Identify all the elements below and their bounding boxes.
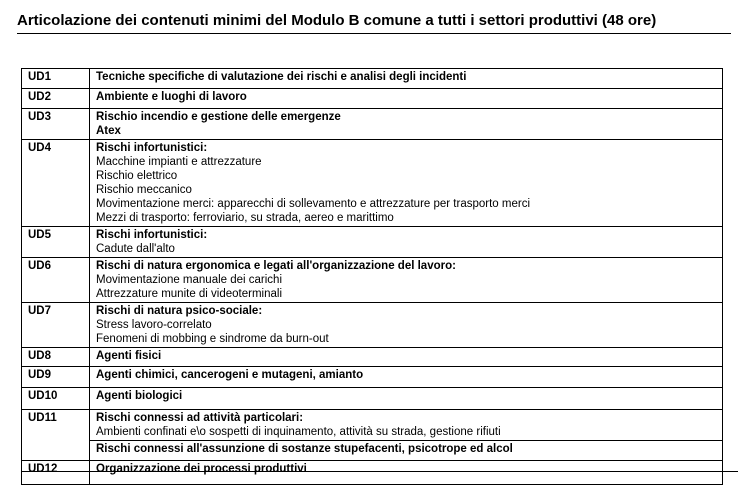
table-row <box>22 388 723 410</box>
contents-table <box>21 68 723 485</box>
unit-content <box>90 69 723 89</box>
table-row <box>22 441 723 461</box>
unit-content <box>90 441 723 461</box>
unit-subheading: Rischi connessi all'assunzione di sostanze stupefacenti, psicotrope ed alcol <box>96 443 513 455</box>
unit-code: UD9 <box>22 367 90 388</box>
unit-code: UD2 <box>22 89 90 109</box>
unit-heading-2: Atex <box>96 125 121 137</box>
unit-heading: Rischi di natura psico-sociale: <box>96 305 263 317</box>
unit-code: UD3 <box>22 109 90 140</box>
unit-code: UD6 <box>22 258 90 303</box>
unit-item: Fenomeni di mobbing e sindrome da burn-out <box>96 333 329 345</box>
table-row <box>22 348 723 367</box>
unit-content <box>90 348 723 367</box>
table-row <box>22 258 723 303</box>
unit-item: Rischio meccanico <box>96 184 192 196</box>
unit-item: Attrezzature munite di videoterminali <box>96 288 282 300</box>
unit-content <box>90 367 723 388</box>
table-row <box>22 69 723 89</box>
unit-content <box>90 140 723 227</box>
unit-heading: Rischi di natura ergonomica e legati all'organizzazione del lavoro: <box>96 260 456 272</box>
unit-heading: Agenti biologici <box>96 390 183 402</box>
table-row <box>22 109 723 140</box>
unit-content <box>90 89 723 109</box>
unit-heading: Tecniche specifiche di valutazione dei rischi e analisi degli incidenti <box>96 71 467 83</box>
unit-item: Rischio elettrico <box>96 170 178 182</box>
unit-item: Mezzi di trasporto: ferroviario, su strada, aereo e marittimo <box>96 212 394 224</box>
title-underline <box>17 33 731 34</box>
unit-code: UD5 <box>22 227 90 258</box>
unit-item: Movimentazione merci: apparecchi di sollevamento e attrezzature per trasporto merci <box>96 198 530 210</box>
document-title: Articolazione dei contenuti minimi del Modulo B comune a tutti i settori produttivi (48 ore) <box>17 12 657 29</box>
table-row <box>22 303 723 348</box>
unit-code: UD8 <box>22 348 90 367</box>
unit-code: UD1 <box>22 69 90 89</box>
unit-heading: Agenti chimici, cancerogeni e mutageni, amianto <box>96 369 364 381</box>
unit-code: UD7 <box>22 303 90 348</box>
unit-item: Movimentazione manuale dei carichi <box>96 274 283 286</box>
table-row <box>22 227 723 258</box>
unit-content <box>90 227 723 258</box>
unit-content <box>90 303 723 348</box>
unit-content <box>90 109 723 140</box>
unit-content <box>90 410 723 441</box>
table-row <box>22 367 723 388</box>
unit-item: Ambienti confinati e\o sospetti di inquinamento, attività su strada, gestione rifiuti <box>96 426 501 438</box>
unit-content <box>90 258 723 303</box>
unit-code: UD10 <box>22 388 90 410</box>
unit-code: UD12 <box>22 461 90 485</box>
unit-heading: Rischi infortunistici: <box>96 229 208 241</box>
bottom-divider <box>21 471 738 472</box>
unit-code: UD4 <box>22 140 90 227</box>
unit-item: Macchine impianti e attrezzature <box>96 156 262 168</box>
table-row <box>22 140 723 227</box>
unit-heading: Rischio incendio e gestione delle emergenze <box>96 111 341 123</box>
unit-heading: Agenti fisici <box>96 350 162 362</box>
unit-item: Cadute dall'alto <box>96 243 175 255</box>
unit-heading: Organizzazione dei processi produttivi <box>96 463 307 475</box>
table-row <box>22 410 723 441</box>
unit-item: Stress lavoro-correlato <box>96 319 212 331</box>
table-row <box>22 89 723 109</box>
unit-heading: Rischi infortunistici: <box>96 142 208 154</box>
unit-code: UD11 <box>22 410 90 461</box>
unit-heading: Rischi connessi ad attività particolari: <box>96 412 304 424</box>
unit-content <box>90 388 723 410</box>
unit-heading: Ambiente e luoghi di lavoro <box>96 91 247 103</box>
